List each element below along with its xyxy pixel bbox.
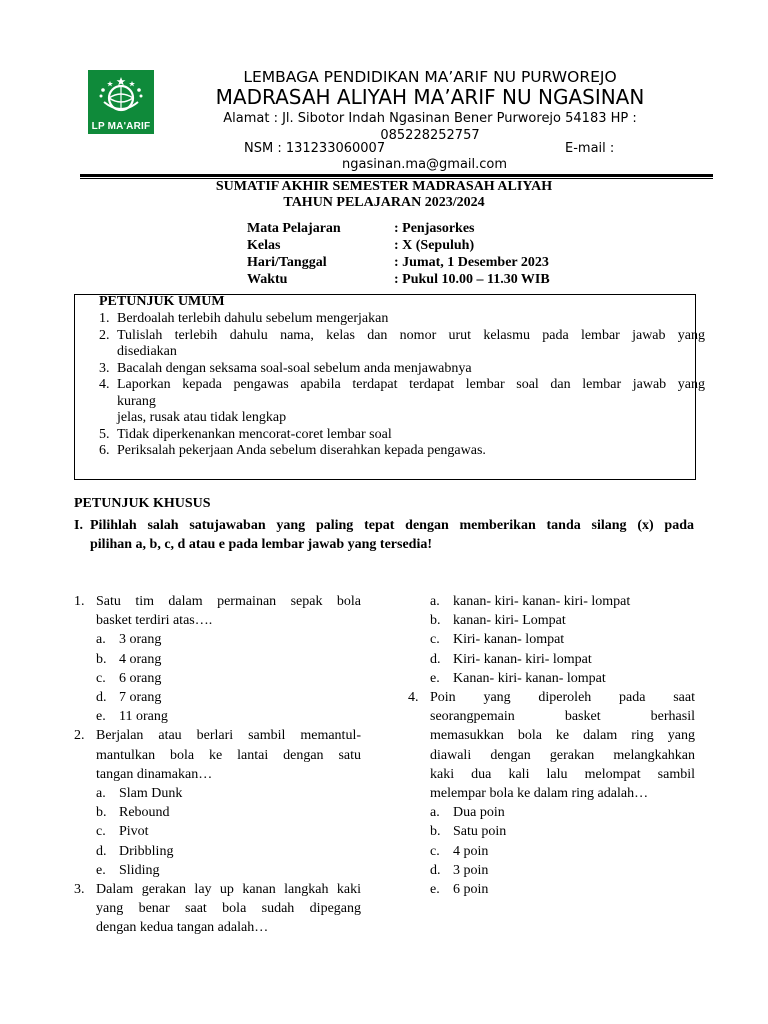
option-text: 4 poin bbox=[453, 843, 489, 859]
question-2 bbox=[74, 726, 361, 784]
option-letter: e. bbox=[96, 862, 106, 878]
general-instructions-title: PETUNJUK UMUM bbox=[99, 294, 225, 309]
option-text: Kanan- kiri- kanan- lompat bbox=[453, 670, 606, 686]
option-text: 3 orang bbox=[119, 632, 162, 648]
option-letter: b. bbox=[430, 613, 441, 629]
option-b[interactable] bbox=[408, 822, 695, 841]
option-text: Pivot bbox=[119, 824, 149, 840]
question-line: melempar bola ke dalam ring adalah… bbox=[430, 786, 649, 802]
option-text: Kiri- kanan- lompat bbox=[453, 632, 565, 648]
option-text: 3 poin bbox=[453, 862, 489, 878]
option-letter: c. bbox=[430, 843, 440, 859]
school-address bbox=[180, 110, 680, 144]
option-e[interactable] bbox=[74, 861, 361, 880]
question-line: seorangpemain basket berhasil bbox=[430, 709, 695, 725]
item-text: Bacalah dengan seksama soal-soal sebelum anda menjawabnya bbox=[117, 360, 472, 376]
meta-row-class bbox=[247, 237, 550, 254]
option-e[interactable] bbox=[74, 707, 361, 726]
question-line: yang benar saat bola sudah dipegang bbox=[96, 901, 361, 917]
option-letter: e. bbox=[96, 709, 106, 725]
list-item bbox=[99, 311, 705, 328]
section-number: I. bbox=[74, 518, 83, 533]
option-d[interactable] bbox=[408, 650, 695, 669]
meta-label: Hari/Tanggal bbox=[247, 255, 327, 270]
item-text: Periksalah pekerjaan Anda sebelum diserahkan kepada pengawas. bbox=[117, 443, 486, 458]
nu-emblem-icon bbox=[98, 76, 144, 116]
nsm-number: NSM : 131233060007 bbox=[244, 141, 386, 156]
item-number: 4. bbox=[99, 377, 110, 392]
email-address: ngasinan.ma@gmail.com bbox=[342, 157, 508, 172]
question-line: Poin yang diperoleh pada saat bbox=[430, 690, 695, 706]
logo-text: LP MA'ARIF bbox=[91, 121, 151, 132]
option-text: Dribbling bbox=[119, 843, 174, 859]
meta-row-date bbox=[247, 254, 550, 271]
option-letter: c. bbox=[430, 632, 440, 648]
question-line: diawali dengan gerakan melangkahkan bbox=[430, 747, 695, 763]
question-4 bbox=[408, 688, 695, 803]
question-line: mantulkan bola ke lantai dengan satu bbox=[96, 747, 361, 763]
address-line-2: 085228252757 bbox=[380, 128, 480, 143]
question-text bbox=[96, 726, 361, 784]
option-c[interactable] bbox=[408, 842, 695, 861]
option-a[interactable] bbox=[74, 784, 361, 803]
option-text: Dua poin bbox=[453, 805, 505, 821]
option-d[interactable] bbox=[74, 842, 361, 861]
header-rule-thick bbox=[80, 174, 713, 177]
address-line-1: Alamat : Jl. Sibotor Indah Ngasinan Bener Purworejo 54183 HP : bbox=[223, 111, 637, 126]
meta-label: Waktu bbox=[247, 272, 288, 287]
special-instructions-title: PETUNJUK KHUSUS bbox=[74, 496, 211, 511]
item-number: 3. bbox=[99, 360, 110, 376]
option-letter: e. bbox=[430, 882, 440, 898]
question-line: memasukkan bola ke dalam ring yang bbox=[430, 728, 695, 744]
general-instructions-list bbox=[99, 311, 705, 460]
option-text: Satu poin bbox=[453, 824, 507, 840]
question-number: 3. bbox=[74, 882, 85, 898]
item-continuation: jelas, rusak atau tidak lengkap bbox=[117, 410, 287, 425]
question-line: tangan dinamakan… bbox=[96, 766, 213, 782]
institution-name: LEMBAGA PENDIDIKAN MA’ARIF NU PURWOREJO bbox=[243, 68, 617, 86]
option-a[interactable] bbox=[74, 630, 361, 649]
option-c[interactable] bbox=[74, 822, 361, 841]
option-letter: a. bbox=[96, 632, 106, 648]
option-text: kanan- kiri- Lompat bbox=[453, 613, 566, 629]
option-letter: c. bbox=[96, 824, 106, 840]
item-number: 6. bbox=[99, 443, 110, 458]
option-text: Sliding bbox=[119, 862, 160, 878]
option-letter: b. bbox=[96, 805, 107, 821]
option-e[interactable] bbox=[408, 669, 695, 688]
question-text bbox=[96, 880, 361, 938]
option-text: 6 orang bbox=[119, 670, 162, 686]
list-item bbox=[99, 361, 705, 378]
question-line: kaki dua kali lalu melompat sambil bbox=[430, 766, 695, 782]
option-b[interactable] bbox=[408, 611, 695, 630]
option-b[interactable] bbox=[74, 803, 361, 822]
instruction-line-1 bbox=[74, 516, 694, 535]
list-item bbox=[99, 328, 705, 345]
option-text: 4 orang bbox=[119, 651, 162, 667]
questions-left-column bbox=[74, 592, 361, 938]
question-text bbox=[430, 688, 695, 803]
question-line: dengan kedua tangan adalah… bbox=[96, 920, 269, 936]
item-text: Laporkan kepada pengawas apabila terdapat terdapat lembar soal dan lembar jawab yang bbox=[117, 377, 705, 392]
questions-right-column bbox=[408, 592, 695, 899]
general-instructions-box bbox=[74, 294, 705, 480]
item-text: Berdoalah terlebih dahulu sebelum mengerjakan bbox=[117, 311, 389, 326]
meta-value: : X (Sepuluh) bbox=[394, 238, 475, 253]
option-text: Kiri- kanan- kiri- lompat bbox=[453, 651, 592, 667]
meta-label: Mata Pelajaran bbox=[247, 221, 341, 236]
meta-row-subject bbox=[247, 220, 550, 237]
meta-label: Kelas bbox=[247, 238, 281, 253]
question-line: Dalam gerakan lay up kanan langkah kaki bbox=[96, 882, 361, 898]
question-line: Satu tim dalam permainan sepak bola bbox=[96, 594, 361, 609]
option-text: 7 orang bbox=[119, 690, 162, 706]
option-letter: b. bbox=[96, 651, 107, 667]
option-d[interactable] bbox=[408, 861, 695, 880]
option-text: 11 orang bbox=[119, 709, 168, 725]
item-continuation: kurang bbox=[117, 393, 156, 409]
option-c[interactable] bbox=[408, 630, 695, 649]
option-a[interactable] bbox=[408, 592, 695, 611]
option-letter: d. bbox=[430, 862, 441, 878]
instruction-line-2: pilihan a, b, c, d atau e pada lembar jawab yang tersedia! bbox=[90, 537, 432, 552]
option-a[interactable] bbox=[408, 803, 695, 822]
question-line: Berjalan atau berlari sambil memantul- bbox=[96, 728, 361, 744]
option-e[interactable] bbox=[408, 880, 695, 899]
option-letter: e. bbox=[430, 670, 440, 686]
meta-value: : Jumat, 1 Desember 2023 bbox=[394, 255, 549, 270]
meta-value: : Pukul 10.00 – 11.30 WIB bbox=[394, 272, 550, 287]
special-instructions bbox=[74, 516, 694, 554]
list-item bbox=[99, 427, 705, 444]
meta-row-time bbox=[247, 271, 550, 288]
option-letter: d. bbox=[96, 843, 107, 859]
question-3 bbox=[74, 880, 361, 938]
item-number: 5. bbox=[99, 426, 110, 442]
option-letter: a. bbox=[430, 805, 440, 821]
list-item bbox=[99, 377, 705, 394]
question-number: 1. bbox=[74, 594, 85, 609]
email-label: E-mail : bbox=[565, 141, 615, 156]
option-d[interactable] bbox=[74, 688, 361, 707]
option-letter: c. bbox=[96, 670, 106, 686]
question-1 bbox=[74, 592, 361, 630]
option-text: 6 poin bbox=[453, 882, 489, 898]
question-line: basket terdiri atas…. bbox=[96, 613, 213, 629]
option-text: Slam Dunk bbox=[119, 786, 183, 802]
item-number: 1. bbox=[99, 311, 110, 326]
question-number: 2. bbox=[74, 728, 85, 744]
item-text: Tidak diperkenankan mencorat-coret lembar soal bbox=[117, 426, 392, 442]
option-text: kanan- kiri- kanan- kiri- lompat bbox=[453, 594, 631, 609]
option-letter: d. bbox=[430, 651, 441, 667]
question-number: 4. bbox=[408, 690, 419, 706]
item-continuation: disediakan bbox=[117, 344, 177, 359]
option-letter: b. bbox=[430, 824, 441, 840]
question-text bbox=[96, 592, 361, 630]
school-name: MADRASAH ALIYAH MA’ARIF NU NGASINAN bbox=[215, 85, 645, 109]
lp-maarif-logo bbox=[88, 70, 154, 134]
instruction-text: Pilihlah salah satujawaban yang paling tepat dengan memberikan tanda silang (x) pada bbox=[90, 518, 694, 533]
list-item bbox=[99, 443, 705, 460]
option-text: Rebound bbox=[119, 805, 170, 821]
exam-year: TAHUN PELAJARAN 2023/2024 bbox=[283, 195, 485, 210]
option-c[interactable] bbox=[74, 669, 361, 688]
item-number: 2. bbox=[99, 327, 110, 343]
exam-meta bbox=[247, 220, 550, 288]
option-b[interactable] bbox=[74, 650, 361, 669]
meta-value: : Penjasorkes bbox=[394, 221, 475, 236]
item-text: Tulislah terlebih dahulu nama, kelas dan nomor urut kelasmu pada lembar jawab yang bbox=[117, 327, 705, 343]
option-letter: a. bbox=[430, 594, 440, 609]
option-letter: d. bbox=[96, 690, 107, 706]
option-letter: a. bbox=[96, 786, 106, 802]
exam-title: SUMATIF AKHIR SEMESTER MADRASAH ALIYAH bbox=[215, 179, 553, 194]
